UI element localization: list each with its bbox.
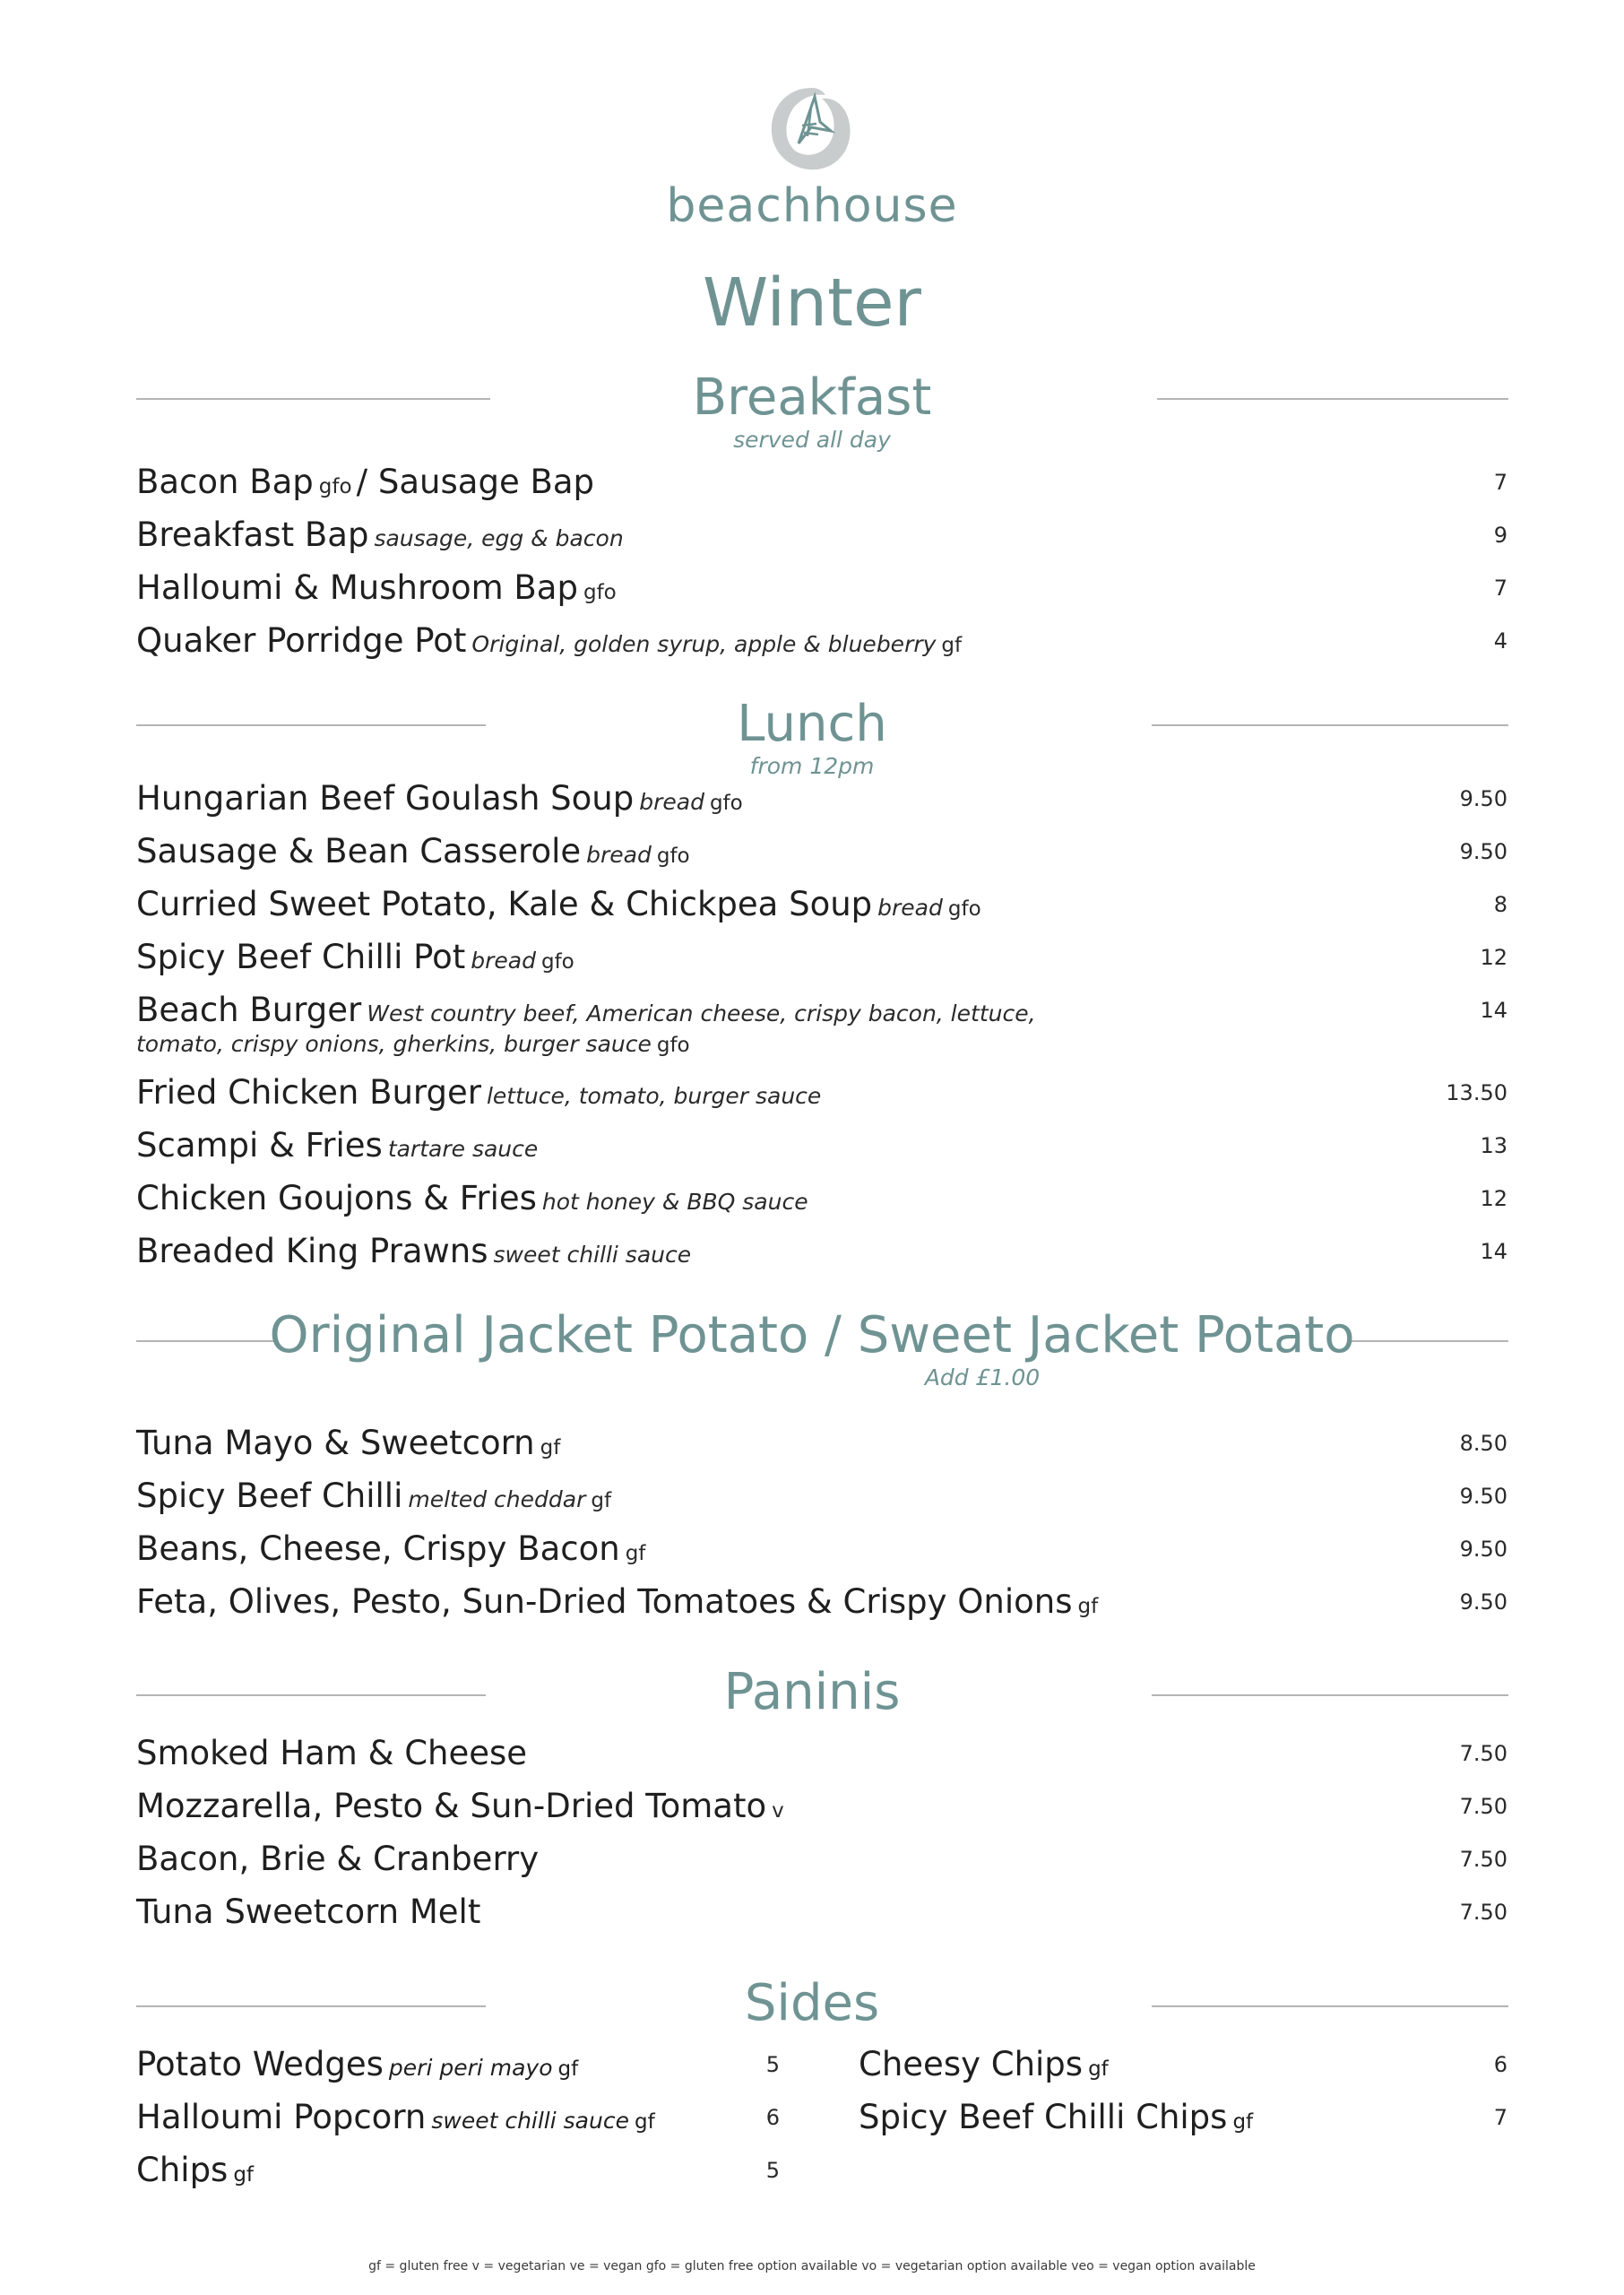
item-name: Halloumi Popcorn [136, 2098, 427, 2136]
item-price: 13.50 [1446, 1080, 1507, 1105]
item-name: Beans, Cheese, Crispy Bacon [136, 1529, 620, 1568]
jacket-potato-heading [0, 1307, 1624, 1391]
item-description: sweet chilli sauce [431, 2108, 629, 2134]
item-name: Fried Chicken Burger [136, 1073, 481, 1112]
section-title: Sides [744, 1974, 880, 2032]
item-description: bread [471, 948, 536, 974]
item-name: Beach Burger [136, 991, 362, 1029]
menu-item [136, 1529, 1507, 1574]
menu-item [136, 1126, 1507, 1171]
menu-item [136, 1477, 1507, 1521]
menu-item [136, 1232, 1507, 1277]
item-price: 9 [1493, 523, 1507, 548]
menu-item [136, 938, 1507, 983]
item-diet-tag: gf [634, 2110, 655, 2134]
item-price: 8 [1493, 892, 1507, 917]
item-price: 7.50 [1459, 1900, 1507, 1925]
menu-item [136, 885, 1507, 930]
item-name: Curried Sweet Potato, Kale & Chickpea Soup [136, 885, 873, 923]
section-title: Paninis [723, 1663, 901, 1721]
item-price: 5 [765, 2052, 780, 2077]
item-price: 8.50 [1459, 1431, 1507, 1456]
item-name: Quaker Porridge Pot [136, 621, 467, 660]
item-diet-tag: gf [540, 1436, 561, 1459]
item-diet-tag: gf [625, 1542, 646, 1565]
item-description: hot honey & BBQ sauce [541, 1189, 808, 1215]
item-diet-tag: gfo [583, 581, 617, 604]
item-name: Sausage & Bean Casserole [136, 832, 582, 870]
item-name: Halloumi & Mushroom Bap [136, 568, 578, 607]
paninis-heading [0, 1664, 1624, 1721]
item-description: sweet chilli sauce [493, 1242, 692, 1268]
menu-item [136, 621, 1507, 666]
menu-item [136, 1892, 1507, 1937]
item-diet-tag: gfo [709, 792, 743, 815]
item-diet-tag: gfo [656, 844, 690, 868]
breakfast-heading [0, 369, 1624, 454]
dietary-legend: gf = gluten free v = vegetarian ve = vegan gfo = gluten free option available vo = vegetarian option available veo = vegan option available [368, 2259, 1256, 2273]
item-price: 4 [1493, 628, 1507, 654]
item-name: Tuna Sweetcorn Melt [136, 1892, 481, 1931]
item-name: Breakfast Bap [136, 515, 369, 554]
brand-name: beachhouse [666, 179, 958, 233]
menu-item [136, 463, 1507, 507]
item-price: 9.50 [1459, 1589, 1507, 1615]
item-name: Chicken Goujons & Fries [136, 1179, 537, 1217]
item-name: Spicy Beef Chilli [136, 1477, 403, 1515]
menu-item [136, 1073, 1507, 1118]
item-price: 7 [1493, 576, 1507, 601]
menu-item [136, 568, 1507, 613]
menu-item [136, 1734, 1507, 1779]
item-price: 13 [1480, 1133, 1507, 1158]
menu-item [136, 1787, 1507, 1832]
item-name: Feta, Olives, Pesto, Sun-Dried Tomatoes & Crispy Onions [136, 1582, 1073, 1621]
item-diet-tag: gfo [947, 897, 981, 921]
item-diet-tag: gf [233, 2163, 255, 2187]
beachhouse-logo-icon [763, 81, 861, 179]
item-diet-tag: gfo [318, 475, 352, 498]
section-title: Lunch [737, 695, 887, 753]
item-description: bread [586, 842, 652, 868]
item-price: 9.50 [1459, 839, 1507, 864]
item-price: 9.50 [1459, 1537, 1507, 1562]
item-price: 7.50 [1459, 1794, 1507, 1819]
item-name: Scampi & Fries [136, 1126, 383, 1165]
item-price: 12 [1480, 945, 1507, 970]
item-description-line2: tomato, crispy onions, gherkins, burger sauce [136, 1031, 652, 1057]
item-name: Spicy Beef Chilli Chips [859, 2098, 1228, 2136]
section-note: served all day [733, 427, 891, 453]
item-diet-tag: gfo [656, 1034, 690, 1057]
menu-season-title: Winter [703, 264, 921, 342]
item-price: 9.50 [1459, 1484, 1507, 1509]
item-price: 12 [1480, 1186, 1507, 1211]
beachhouse-logo [0, 81, 1624, 179]
menu-item [136, 779, 1507, 824]
item-diet-tag: gfo [540, 950, 574, 974]
item-diet-tag: gf [557, 2057, 579, 2081]
menu-item [136, 1582, 1507, 1627]
item-name: Cheesy Chips [859, 2045, 1084, 2083]
item-price: 6 [765, 2105, 780, 2130]
item-price: 9.50 [1459, 786, 1507, 811]
menu-item [136, 991, 1507, 1062]
menu-item [136, 1179, 1507, 1224]
item-name: Mozzarella, Pesto & Sun-Dried Tomato [136, 1787, 767, 1825]
item-name: Bacon, Brie & Cranberry [136, 1840, 540, 1878]
item-description: Original, golden syrup, apple & blueberry [471, 631, 937, 657]
item-description: melted cheddar [408, 1486, 586, 1512]
item-price: 14 [1480, 998, 1507, 1023]
side-item [136, 2098, 780, 2143]
item-diet-tag: gf [1088, 2057, 1109, 2081]
item-diet-tag: gf [941, 634, 963, 657]
item-name: Tuna Mayo & Sweetcorn [136, 1424, 535, 1462]
side-item [859, 2045, 1507, 2090]
item-price: 7 [1493, 470, 1507, 495]
item-price: 6 [1493, 2052, 1507, 2077]
item-description-cont [136, 1031, 1507, 1057]
item-name: Chips [136, 2151, 229, 2189]
item-diet-tag: gf [1232, 2110, 1254, 2134]
item-description: West country beef, American cheese, crispy bacon, lettuce, [367, 1000, 1036, 1026]
item-price: 5 [765, 2158, 780, 2183]
section-note: Add £1.00 [924, 1364, 1041, 1390]
item-description: tartare sauce [387, 1136, 539, 1162]
item-description: lettuce, tomato, burger sauce [486, 1083, 822, 1109]
menu-item [136, 832, 1507, 877]
item-description: bread [639, 789, 704, 815]
item-diet-tag: gf [1077, 1595, 1099, 1618]
menu-item [136, 515, 1507, 560]
item-name: Bacon Bap [136, 463, 314, 501]
item-description: bread [877, 895, 943, 921]
item-name-alt: / Sausage Bap [356, 463, 595, 501]
section-title: Original Jacket Potato / Sweet Jacket Potato [269, 1306, 1355, 1364]
side-item [136, 2151, 780, 2195]
item-price: 7 [1493, 2105, 1507, 2130]
lunch-heading [0, 696, 1624, 780]
item-name: Smoked Ham & Cheese [136, 1734, 528, 1772]
item-name: Spicy Beef Chilli Pot [136, 938, 466, 976]
section-note: from 12pm [749, 753, 875, 779]
menu-item [136, 1424, 1507, 1468]
item-description: sausage, egg & bacon [374, 525, 624, 551]
item-price: 14 [1480, 1239, 1507, 1264]
section-title: Breakfast [692, 368, 932, 427]
item-price: 7.50 [1459, 1741, 1507, 1766]
item-name: Breaded King Prawns [136, 1232, 488, 1270]
item-diet-tag: gf [591, 1489, 612, 1512]
item-name: Potato Wedges [136, 2045, 384, 2083]
item-diet-tag: v [772, 1799, 784, 1823]
side-item [859, 2098, 1507, 2143]
item-name: Hungarian Beef Goulash Soup [136, 779, 635, 818]
side-item [136, 2045, 780, 2090]
sides-heading [0, 1975, 1624, 2032]
item-description: peri peri mayo [388, 2055, 553, 2081]
item-price: 7.50 [1459, 1847, 1507, 1872]
menu-item [136, 1840, 1507, 1884]
